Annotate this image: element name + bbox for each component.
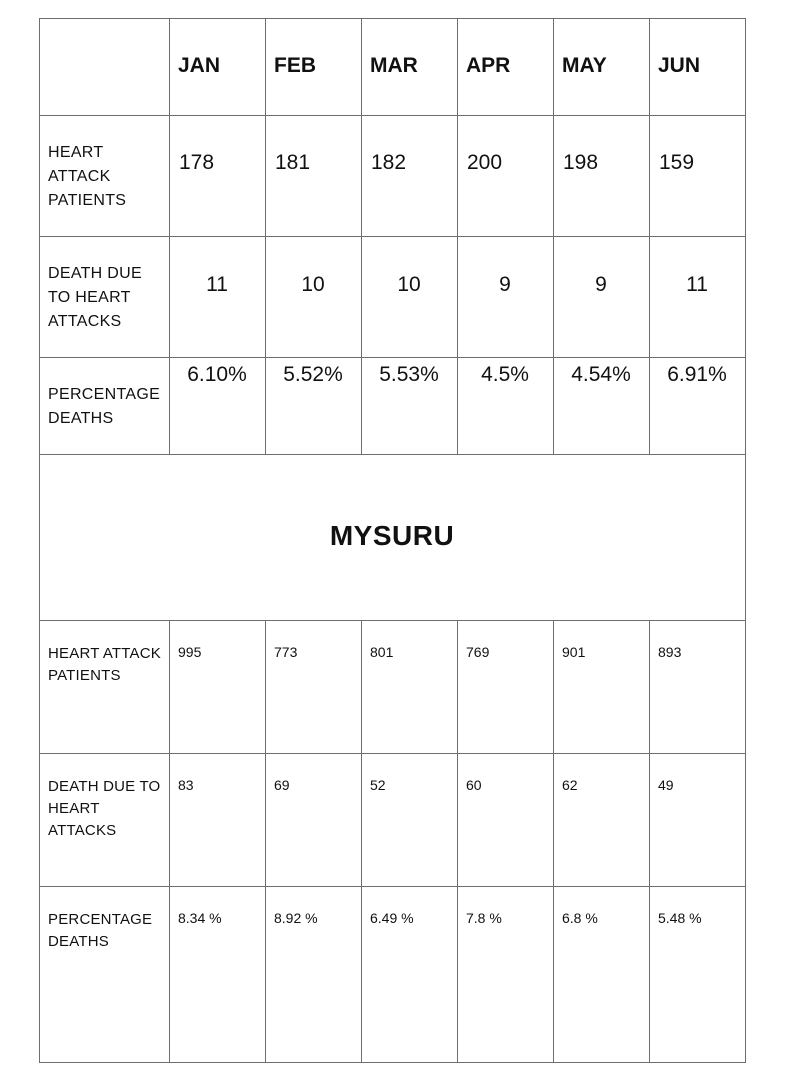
deaths-value: 52 — [370, 777, 386, 793]
deaths-value: 10 — [301, 273, 325, 296]
percentage-value: 4.5% — [481, 363, 529, 386]
table-vertical-rule — [169, 18, 170, 454]
patients-value: 995 — [178, 644, 202, 660]
row-label: PATIENTS — [48, 667, 121, 684]
row-label: PERCENTAGE — [48, 911, 153, 928]
row-label: DEATHS — [48, 410, 114, 427]
table-horizontal-rule — [39, 454, 746, 455]
patients-value: 901 — [562, 644, 586, 660]
table-horizontal-rule — [39, 236, 746, 237]
patients-value: 773 — [274, 644, 298, 660]
percentage-value: 6.91% — [667, 363, 727, 386]
deaths-value: 9 — [499, 273, 511, 296]
deaths-value: 11 — [206, 273, 228, 296]
month-header: APR — [466, 54, 511, 77]
month-header: MAR — [370, 54, 418, 77]
patients-value: 200 — [467, 151, 503, 174]
patients-value: 801 — [370, 644, 394, 660]
row-label: TO HEART — [48, 289, 131, 306]
deaths-value: 83 — [178, 777, 194, 793]
row-label: ATTACKS — [48, 822, 117, 839]
table-vertical-rule — [553, 18, 554, 454]
percentage-value: 8.34 % — [178, 910, 222, 926]
row-label: ATTACK — [48, 168, 111, 185]
row-label: HEART ATTACK — [48, 645, 161, 662]
percentage-value: 5.53% — [379, 363, 439, 386]
table-horizontal-rule — [39, 886, 746, 887]
table-vertical-rule — [457, 620, 458, 1063]
row-label: PERCENTAGE — [48, 386, 161, 403]
table-vertical-rule — [39, 620, 40, 1063]
percentage-value: 5.48 % — [658, 910, 702, 926]
patients-value: 159 — [659, 151, 695, 174]
table-vertical-rule — [457, 18, 458, 454]
table-vertical-rule — [745, 454, 746, 620]
patients-value: 893 — [658, 644, 682, 660]
table-vertical-rule — [39, 18, 40, 454]
table-vertical-rule — [745, 18, 746, 454]
patients-value: 769 — [466, 644, 490, 660]
table-vertical-rule — [265, 620, 266, 1063]
month-header: JUN — [658, 54, 701, 77]
table-horizontal-rule — [39, 18, 746, 19]
table-horizontal-rule — [39, 620, 746, 621]
city-heading: MYSURU — [329, 520, 455, 551]
row-label: ATTACKS — [48, 313, 122, 330]
deaths-value: 69 — [274, 777, 290, 793]
table-horizontal-rule — [39, 357, 746, 358]
row-label: DEATHS — [48, 933, 109, 950]
month-header: JAN — [178, 54, 221, 77]
table-vertical-rule — [361, 18, 362, 454]
percentage-value: 6.49 % — [370, 910, 414, 926]
patients-value: 181 — [275, 151, 311, 174]
table-vertical-rule — [649, 18, 650, 454]
month-header: MAY — [562, 54, 607, 77]
table-vertical-rule — [553, 620, 554, 1063]
month-header: FEB — [274, 54, 316, 77]
table-horizontal-rule — [39, 1062, 746, 1063]
deaths-value: 49 — [658, 777, 674, 793]
deaths-value: 62 — [562, 777, 578, 793]
table-vertical-rule — [745, 620, 746, 1063]
patients-value: 182 — [371, 151, 407, 174]
table-vertical-rule — [649, 620, 650, 1063]
percentage-value: 5.52% — [283, 363, 343, 386]
row-label: HEART — [48, 144, 104, 161]
deaths-value: 60 — [466, 777, 482, 793]
deaths-value: 11 — [686, 273, 708, 296]
patients-value: 178 — [179, 151, 215, 174]
percentage-value: 7.8 % — [466, 910, 502, 926]
percentage-value: 8.92 % — [274, 910, 318, 926]
percentage-value: 6.8 % — [562, 910, 598, 926]
row-label: PATIENTS — [48, 192, 127, 209]
percentage-value: 6.10% — [187, 363, 247, 386]
table-vertical-rule — [169, 620, 170, 1063]
row-label: DEATH DUE — [48, 265, 142, 282]
table-vertical-rule — [265, 18, 266, 454]
table-horizontal-rule — [39, 753, 746, 754]
deaths-value: 10 — [397, 273, 421, 296]
table-vertical-rule — [361, 620, 362, 1063]
patients-value: 198 — [563, 151, 599, 174]
row-label: DEATH DUE TO — [48, 778, 161, 795]
table-horizontal-rule — [39, 115, 746, 116]
deaths-value: 9 — [595, 273, 607, 296]
percentage-value: 4.54% — [571, 363, 631, 386]
row-label: HEART — [48, 800, 100, 817]
